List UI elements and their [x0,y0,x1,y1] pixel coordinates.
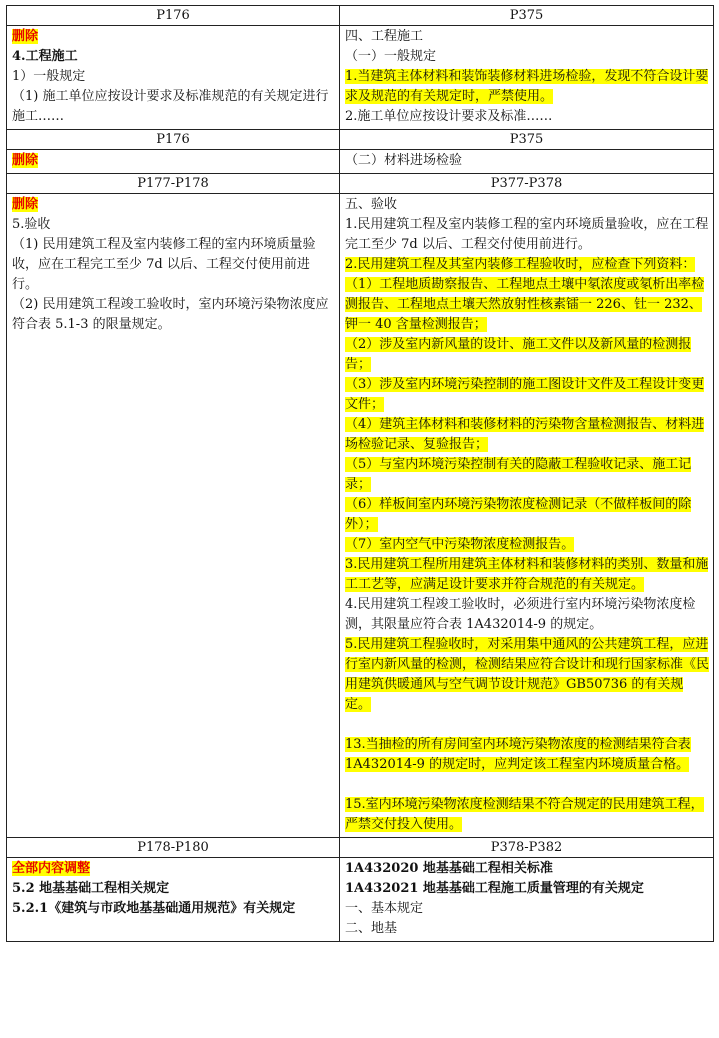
header-row [7,838,714,858]
right-page-ref: P378-P382 [340,838,714,858]
adjust-tag: 全部内容调整 [12,861,91,876]
highlighted-paragraph: 13.当抽检的所有房间室内环境污染物浓度的检测结果符合表 1A432014-9 的规定时，应判定该工程室内环境质量合格。 [345,737,691,772]
highlighted-paragraph: 3.民用建筑工程所用建筑主体材料和装修材料的类别、数量和施工工艺等，应满足设计要求并符合规范的有关规定。 [345,557,709,592]
paragraph: 2.施工单位应按设计要求及标准…… [345,109,553,124]
highlighted-list-item: （7）室内空气中污染物浓度检测报告。 [345,537,575,552]
highlighted-paragraph: 2.民用建筑工程及其室内装修工程验收时，应检查下列资料： [345,257,696,272]
section-heading: 5.验收 [12,217,51,232]
right-page-ref: P375 [340,6,714,26]
section-heading: 四、工程施工 [345,29,424,44]
left-page-ref: P178-P180 [7,838,340,858]
delete-tag: 删除 [12,29,39,44]
comparison-table [6,5,714,942]
highlighted-list-item: （4）建筑主体材料和装修材料的污染物含量检测报告、材料进场检验记录、复验报告； [345,417,705,452]
highlighted-paragraph: 5.民用建筑工程验收时，对采用集中通风的公共建筑工程，应进行室内新风量的检测，检测结果应符合设计和现行国家标准《民用建筑供暖通风与空气调节设计规范》GB50736 的有关规定。 [345,637,710,712]
section-heading: 1A432020 地基基础工程相关标准 [345,861,553,876]
left-page-ref: P177-P178 [7,174,340,194]
content-row [7,858,714,942]
left-cell [7,858,340,942]
content-row [7,150,714,174]
highlighted-list-item: （5）与室内环境污染控制有关的隐蔽工程验收记录、施工记录； [345,457,692,492]
left-page-ref: P176 [7,130,340,150]
sub-heading: （一）一般规定 [345,49,437,64]
left-cell [7,150,340,174]
highlighted-paragraph: 15.室内环境污染物浓度检测结果不符合规定的民用建筑工程，严禁交付投入使用。 [345,797,704,832]
right-cell [340,26,714,130]
left-cell [7,26,340,130]
right-page-ref: P375 [340,130,714,150]
header-row [7,6,714,26]
section-heading: 五、验收 [345,197,398,212]
right-cell [340,194,714,838]
sub-heading: 1A432021 地基基础工程施工质量管理的有关规定 [345,881,644,896]
sub-heading: 1）一般规定 [12,69,86,84]
right-cell [340,858,714,942]
highlighted-list-item: （6）样板间室内环境污染物浓度检测记录（不做样板间的除外）； [345,497,692,532]
right-cell [340,150,714,174]
content-row [7,26,714,130]
sub-heading: （二）材料进场检验 [345,153,463,168]
highlighted-paragraph: 1.当建筑主体材料和装饰装修材料进场检验，发现不符合设计要求及规范的有关规定时，严禁使用。 [345,69,709,104]
highlighted-list-item: （1）工程地质勘察报告、工程地点土壤中氡浓度或氡析出率检测报告、工程地点土壤天然放射性核素镭一 226、钍一 232、钾一 40 含量检测报告； [345,277,705,332]
section-heading: 5.2 地基基础工程相关规定 [12,881,170,896]
paragraph: 1.民用建筑工程及室内装修工程的室内环境质量验收，应在工程完工至少 7d 以后、工程交付使用前进行。 [345,217,709,252]
highlighted-list-item: （3）涉及室内环境污染控制的施工图设计文件及工程设计变更文件； [345,377,705,412]
sub-heading: 5.2.1《建筑与市政地基基础通用规范》有关规定 [12,901,296,916]
list-item: 二、地基 [345,921,398,936]
delete-tag: 删除 [12,153,39,168]
right-page-ref: P377-P378 [340,174,714,194]
delete-tag: 删除 [12,197,39,212]
list-item: 一、基本规定 [345,901,424,916]
paragraph: 4.民用建筑工程竣工验收时，必须进行室内环境污染物浓度检测，其限量应符合表 1A432014-9 的规定。 [345,597,696,632]
content-row [7,194,714,838]
paragraph: （1) 施工单位应按设计要求及标准规范的有关规定进行施工…… [12,89,329,124]
paragraph: （1) 民用建筑工程及室内装修工程的室内环境质量验收，应在工程完工至少 7d 以后、工程交付使用前进行。 [12,237,316,292]
left-cell [7,194,340,838]
paragraph: （2) 民用建筑工程竣工验收时，室内环境污染物浓度应符合表 5.1-3 的限量规定。 [12,297,329,332]
header-row [7,130,714,150]
section-heading: 4.工程施工 [12,49,78,64]
header-row [7,174,714,194]
highlighted-list-item: （2）涉及室内新风量的设计、施工文件以及新风量的检测报告； [345,337,692,372]
left-page-ref: P176 [7,6,340,26]
